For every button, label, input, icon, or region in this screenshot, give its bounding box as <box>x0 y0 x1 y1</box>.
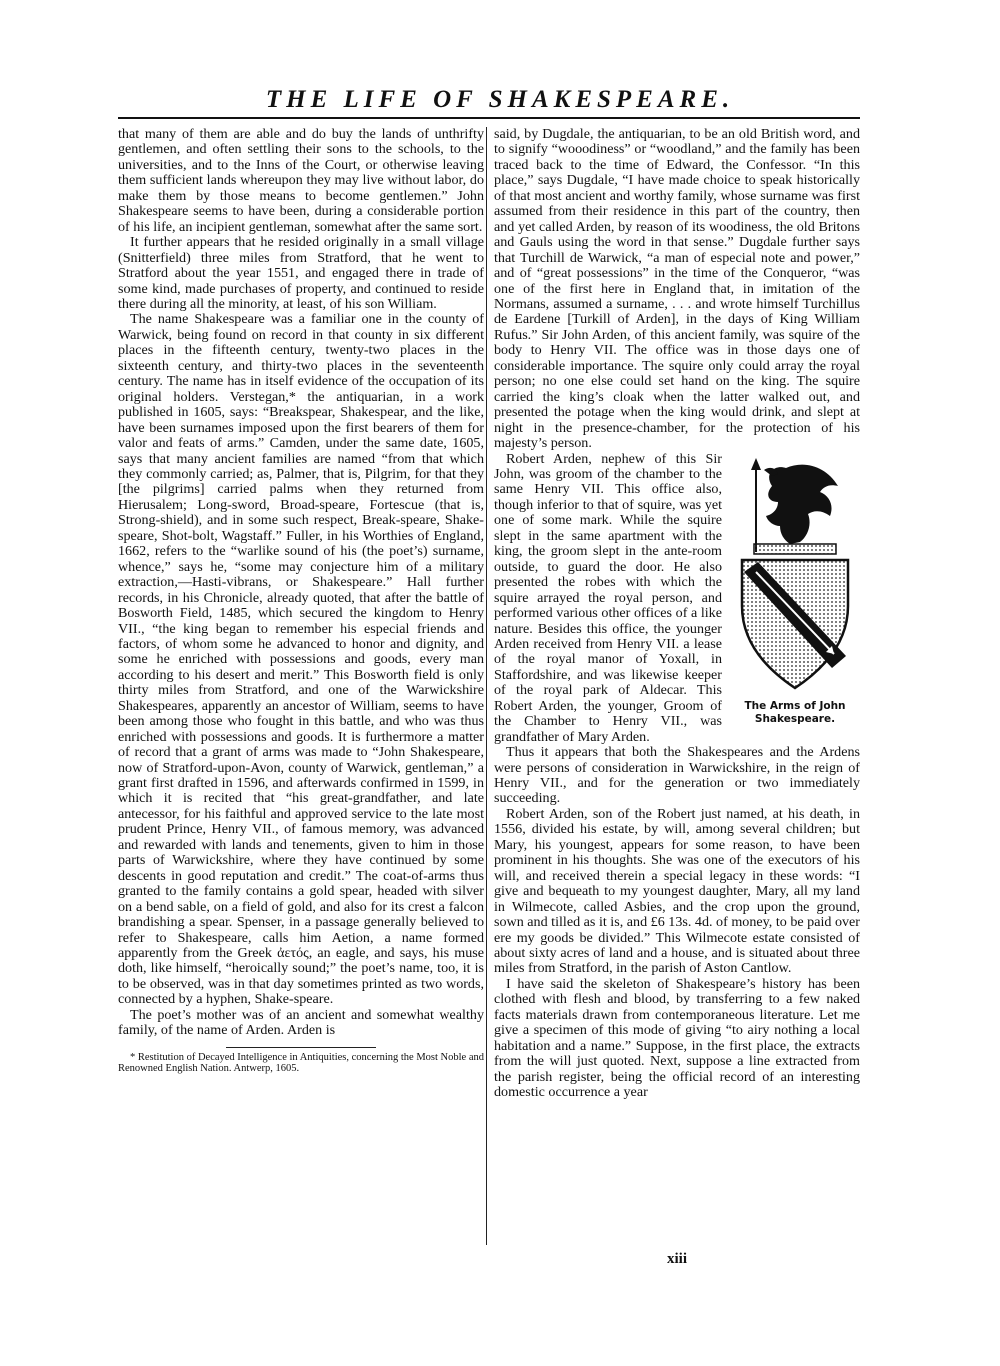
paragraph: said, by Dugdale, the antiquarian, to be an old British word, and to signify “wooodiness” or “woodland,” and the family has been traced back to the time of Edward, the Confessor. “In this place,” says Dugdale, “I have made choice to speak historically of that most ancient and worthy family, whose surname was first assumed from their residence in this part of the country, then and yet called Arden, by reason of its woodiness, the old Britons and Gauls using the word in that sense.” Dugdale further says that Turchill de Warwick, “a man of especial note and power,” and of “great possessions” in the time of the Conqueror, “was one of the first here in England that, in imitation of the Normans, assumed a surname, . . . and wrote himself Turchillus de Eardene [Turkill of Arden], in the days of King William Rufus.” Sir John Arden, of this ancient family, was squire of the body to Henry VII. The office was in those days one of considerable importance. The squire only could array the royal person; no one else could set hand on the king. The squire carried the king’s cloak when the latter walked out, and presented the potage when the king would drink, and slept at night in the presence-chamber, for the protection of his majesty’s person. <box>494 126 860 452</box>
figure-caption: The Arms of John Shakespeare. <box>744 699 846 725</box>
footnote: * Restitution of Decayed Intelligence in Antiquities, concerning the Most Noble and Renowned English Nation. Antwerp, 1605. <box>118 1051 485 1075</box>
running-head: THE LIFE OF SHAKESPEARE. <box>265 86 735 113</box>
footnote-rule <box>226 1047 376 1048</box>
paragraph: I have said the skeleton of Shakespeare’s history has been clothed with flesh and blood, by transferring to a few naked facts materials drawn from contemporaneous literature. Let me give a specimen of this mode of giving “to airy nothing a local habitation and a name.” Suppose, in the first place, the extracts from the will just quoted. Next, suppose a line extracted from the parish register, being the official record of an interesting domestic occurrence a year <box>494 975 860 1101</box>
header-rule <box>118 117 860 119</box>
paragraph: It further appears that he resided originally in a small village (Snitterfield) three miles from Stratford, that he went to Stratford about the year 1551, and engaged there in trade of some kind, made purchases of property, and continued to reside there during all the minority, at least, of his son William. <box>118 234 484 312</box>
paragraph: The name Shakespeare was a familiar one in the county of Warwick, being found on record in that county in six different places in the fifteenth century, twenty-two places in the sixteenth century, and thirty-two places in the seventeenth century. The name has in itself evidence of the occupation of its original holders. Verstegan,* the antiquarian, in a work published in 1605, says: “Breakspear, Shakespear, and the like, have been surnames imposed upon the first bearers of them for valor and feats of arms.” Camden, under the same date, 1605, says that many ancient families are named “from that which they commonly carried; as, Palmer, that is, Pilgrim, for that they [the pilgrims] carried palms when they returned from Hierusalem; Long-sword, Broad-speare, Fortescue (that is, Strong-shield), and in some such respect, Break-speare, Shake-speare, Shot-bolt, Wagstaff.” Fuller, in his Worthies of England, 1662, refers to the “warlike sound of his (the poet’s) surname, whence,” says he, “some may conjecture him of a military extraction,—Hasti-vibrans, or Shakespeare.” Hall further records, in his Chronicle, already quoted, that after the battle of Bosworth Field, 1485, which secured the kingdom to Henry VII., “the king began to remember his especial friends and factors, of whom some he advanced to honor and dignity, and some he enriched with possessions and goods, every man according to his desert and merit.” This Bosworth field is only thirty miles from Stratford, and one of the Warwickshire Shakespeares, apparently an ancestor of William, seems to have been among those who fought in this battle, and who was thus enriched with possessions and goods. It is furthermore a matter of record that a grant of arms was made to “John Shakespeare, now of Stratford-upon-Avon, county of Warwick, gentleman,” a grant first drafted in 1596, and afterwards confirmed in 1599, in which it is recited that “his great-grandfather, and late antecessor, for his faithful and approved service to the late most prudent Prince, Henry VII., of famous memory, was advanced and rewarded with lands and tenements, given to him in those parts of Warwickshire, where they have continued by some descents in good reputation and credit.” The coat-of-arms thus granted to the family contains a gold spear, headed with silver on a bend sable, on a field of gold, and also for its crest a falcon brandishing a spear. Spenser, in a passage generally believed to refer to Shakespeare, calls him Aetion, a name formed apparently from the Greek ἀετός, an eagle, and says, his muse doth, like himself, “heroically sound;” the poet’s name, too, it is to be observed, was in that day sometimes printed as two words, connected by a hyphen, Shake-speare. <box>118 311 484 1008</box>
column-divider <box>486 127 487 1245</box>
paragraph: Robert Arden, nephew of this Sir John, was groom of the chamber to the same Henry VII. This office also, though inferior to that of squire, was yet one of some mark. While the squire slept in the same apartment with the king, the groom slept in the ante-room outside, to guard the door. He also presented the robes with which the squire arrayed the royal person, and performed various other offices of a like nature. Besides this office, the younger Arden received from Henry VII. a lease of the royal manor of Yoxall, in Staffordshire, and was likewise keeper of the royal park of Aldecar. This Robert Arden, the younger, Groom of the Chamber to Henry VII., was grandfather of Mary Arden. <box>494 450 722 745</box>
coat-of-arms-icon <box>734 456 856 696</box>
left-column <box>118 127 484 1075</box>
coat-of-arms-figure <box>730 456 860 726</box>
paragraph: that many of them are able and do buy the lands of unthrifty gentlemen, and often settling their sons to the schools, to the universities, and to the Inns of the Court, or otherwise leaving them sufficient lands whereupon they may live without labor, do make them by those means to become gentlemen.” John Shakespeare seems to have been, during a considerable portion of his life, an incipient gentleman, somewhat after the same sort. <box>118 126 484 235</box>
right-column <box>494 127 860 1101</box>
paragraph: The poet’s mother was of an ancient and somewhat wealthy family, of the name of Arden. Arden is <box>118 1006 484 1039</box>
paragraph: Robert Arden, son of the Robert just named, at his death, in 1556, divided his estate, by will, among several children; but Mary, his youngest, appears for some reason, to have been prominent in his thoughts. She was one of the executors of his will, and received therein a special legacy in these words: “I give and bequeath to my youngest daughter, Mary, all my land in Wilmecote, called Asbies, and the crop upon the ground, sown and tilled as it is, and £6 13s. 4d. of money, to be paid over ere my goods be divided.” This Wilmecote estate consisted of about sixty acres of land and a house, and is situated about three miles from Stratford, in the parish of Aston Cantlow. <box>494 805 860 977</box>
page-number: xiii <box>666 1251 687 1267</box>
paragraph: Thus it appears that both the Shakespeares and the Ardens were persons of consideration in Warwickshire, in the reign of Henry VII., and for the generation or two immediately succeeding. <box>494 744 860 807</box>
